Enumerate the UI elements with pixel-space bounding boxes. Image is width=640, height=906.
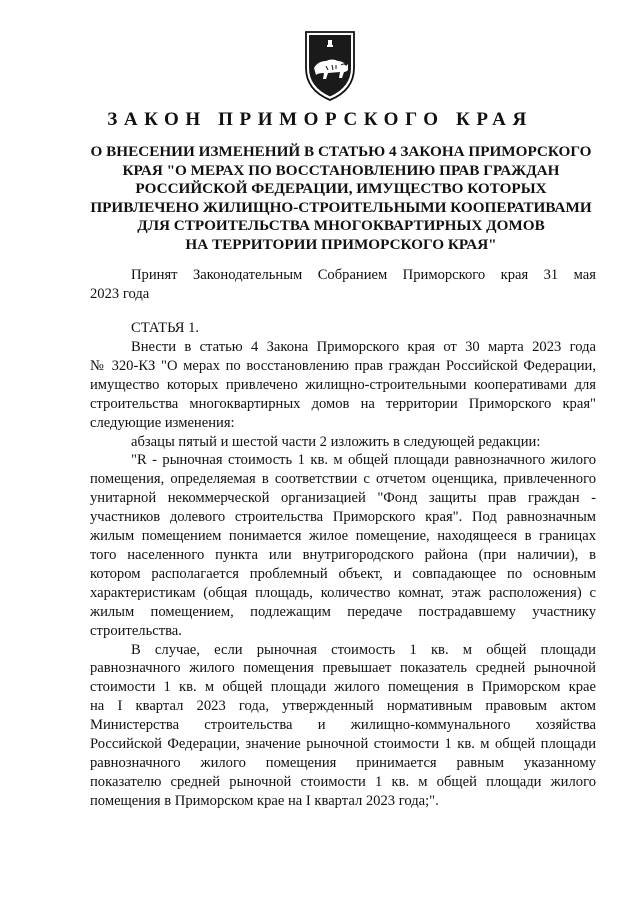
subtitle-line: ДЛЯ СТРОИТЕЛЬСТВА МНОГОКВАРТИРНЫХ ДОМОВ	[137, 217, 545, 235]
paragraph-line: строительства.	[90, 622, 182, 639]
paragraph-line: на I квартал 2023 года, утвержденный нормативным правовым актом	[90, 698, 596, 715]
intro-line: следующие изменения:	[90, 414, 235, 431]
adoption-line: 2023 года	[90, 285, 150, 302]
paragraph-2	[90, 641, 596, 811]
change-intro: абзацы пятый и шестой части 2 изложить в следующей редакции:	[131, 433, 541, 450]
paragraph-line: помещения, определяемая в соответствии с отчетом оценщика, привлеченного	[90, 471, 596, 488]
subtitle-line: ПРИВЛЕЧЕНО ЖИЛИЩНО-СТРОИТЕЛЬНЫМИ КООПЕРАТИВАМИ	[90, 198, 592, 216]
paragraph-line: стоимости 1 кв. м общей площади жилого помещения в Приморском крае	[90, 679, 596, 696]
paragraph-line: равнозначного жилого помещения принимается равным указанному	[90, 754, 596, 771]
intro-line: имущество которых привлечено жилищно-строительными кооперативами для	[90, 376, 596, 393]
paragraph-line: участников долевого строительства Приморского края". Под равнозначным	[90, 509, 596, 526]
paragraph-line: показателю средней рыночной стоимости 1 кв. м общей площади жилого	[90, 773, 596, 790]
paragraph-line: унитарной некоммерческой организацией "Фонд защиты прав граждан -	[90, 490, 596, 507]
paragraph-1	[90, 451, 596, 640]
intro-line: Внести в статью 4 Закона Приморского края от 30 марта 2023 года	[131, 339, 596, 355]
intro-line: строительства многоквартирных домов на территории Приморского края"	[90, 395, 596, 412]
paragraph-line: жилым помещением, подлежащим передаче пострадавшему участнику	[90, 603, 596, 620]
law-subtitle	[86, 143, 596, 255]
paragraph-line: равнозначного жилого помещения превышает показатель средней рыночной	[90, 660, 596, 677]
paragraph-line: котором располагается проблемный объект, и совпадающее по основным	[90, 565, 596, 582]
paragraph-line: жилым помещением понимается жилое помещение, находящееся в границах	[90, 528, 596, 545]
adoption-line: Принят Законодательным Собранием Приморского края 31 мая	[131, 267, 596, 283]
paragraph-line: того населенного пункта или внутригородского района (при наличии), в	[90, 546, 596, 563]
paragraph-line: характеристикам (общая площадь, количество комнат, этаж расположения) с	[90, 584, 596, 601]
paragraph-line: Министерства строительства и жилищно-коммунального хозяйства	[90, 717, 596, 734]
subtitle-line: О ВНЕСЕНИИ ИЗМЕНЕНИЙ В СТАТЬЮ 4 ЗАКОНА ПРИМОРСКОГО	[90, 143, 592, 160]
subtitle-line: КРАЯ "О МЕРАХ ПО ВОССТАНОВЛЕНИЮ ПРАВ ГРАЖДАН	[122, 161, 560, 179]
law-title: ЗАКОН ПРИМОРСКОГО КРАЯ	[107, 109, 533, 130]
adoption-note	[90, 266, 596, 304]
paragraph-line: В случае, если рыночная стоимость 1 кв. м общей площади	[131, 641, 596, 658]
paragraph-line: помещения в Приморском крае на I квартал 2023 года;".	[90, 792, 439, 809]
coat-of-arms-icon	[302, 28, 358, 104]
article-body	[90, 338, 596, 811]
subtitle-line: РОССИЙСКОЙ ФЕДЕРАЦИИ, ИМУЩЕСТВО КОТОРЫХ	[135, 180, 547, 198]
paragraph-line: "R - рыночная стоимость 1 кв. м общей площади равнозначного жилого	[131, 452, 596, 469]
paragraph-line: Российской Федерации, значение рыночной стоимости 1 кв. м общей площади	[90, 736, 596, 753]
intro-line: № 320-КЗ "О мерах по восстановлению прав граждан Российской Федерации,	[90, 357, 596, 374]
article-heading: СТАТЬЯ 1.	[131, 320, 200, 336]
subtitle-line: НА ТЕРРИТОРИИ ПРИМОРСКОГО КРАЯ"	[185, 235, 497, 253]
